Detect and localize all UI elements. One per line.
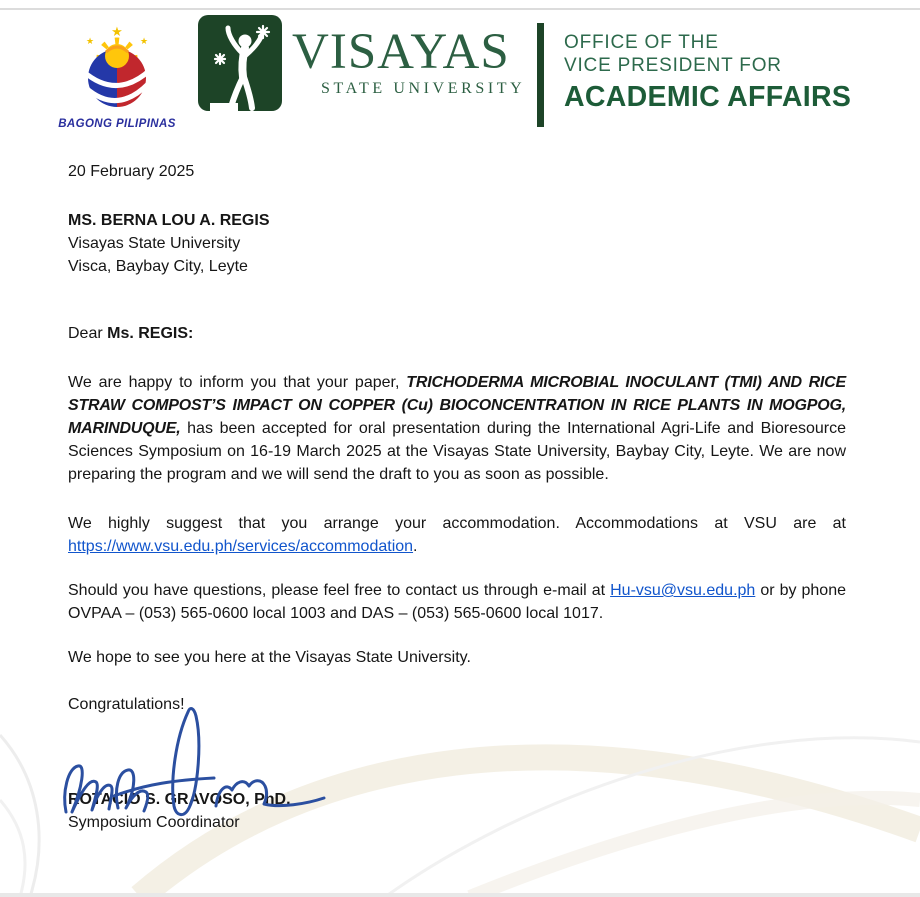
- office-line3: ACADEMIC AFFAIRS: [564, 81, 852, 113]
- para1-text: We are happy to inform you that your paper,: [68, 374, 407, 391]
- office-line2: VICE PRESIDENT FOR: [564, 55, 782, 76]
- para2-text: We highly suggest that you arrange your accommodation. Accommodations at VSU are at: [68, 515, 846, 532]
- page-top-border: [0, 8, 920, 10]
- bagong-pilipinas-label: BAGONG PILIPINAS: [58, 118, 176, 130]
- signer-title: Symposium Coordinator: [68, 814, 240, 831]
- office-title-block: [564, 31, 851, 114]
- para3-text: Should you have questions, please feel free to contact us through e-mail at: [68, 582, 611, 599]
- letter-date: 20 February 2025: [68, 163, 195, 180]
- email-link[interactable]: [610, 582, 755, 599]
- paragraph-accommodation: [68, 512, 846, 558]
- salutation-prefix: Dear: [68, 325, 108, 342]
- signer-name: ROTACIO S. GRAVOSO, PhD.: [68, 791, 291, 808]
- para3-text-after: or by phone OVPAA – (053) 565-0600 local 1003 and DAS – (053) 565-0600 local 1017.: [68, 582, 847, 622]
- paragraph-hope: We hope to see you here at the Visayas State University.: [68, 649, 471, 666]
- vsu-sower-logo-icon: [198, 15, 282, 116]
- closing-congratulations: Congratulations!: [68, 696, 185, 713]
- page-bottom-border: [0, 893, 920, 897]
- vsu-wordmark: [292, 24, 526, 98]
- signer-block: [68, 788, 846, 834]
- svg-text:★: ★: [85, 37, 95, 47]
- email-link-part2: vsu@vsu.edu.ph: [635, 582, 756, 599]
- bagong-pilipinas-logo: [46, 18, 188, 130]
- paper-title: TRICHODERMA MICROBIAL INOCULANT (TMI) AND RICE STRAW COMPOST’S IMPACT ON COPPER (Cu) BIOCONCENTRATION IN RICE PLANTS IN MOGPOG, MARINDUQUE,: [68, 374, 846, 437]
- header-divider-bar: [537, 23, 544, 127]
- para2-period: .: [413, 538, 418, 555]
- accommodation-link[interactable]: https://www.vsu.edu.ph/services/accommodation: [68, 538, 414, 555]
- recipient-block: [68, 209, 846, 278]
- office-line1: OFFICE OF THE: [564, 32, 719, 53]
- recipient-org: Visayas State University: [68, 235, 241, 252]
- svg-text:★: ★: [111, 25, 123, 40]
- salutation-name: Ms. REGIS:: [107, 325, 194, 342]
- email-link-part1: Hu-: [610, 582, 636, 599]
- salutation: [68, 322, 846, 345]
- svg-text:★: ★: [139, 37, 149, 47]
- paragraph-acceptance: [68, 371, 846, 486]
- university-subname: STATE UNIVERSITY: [321, 80, 526, 97]
- letter-body: [68, 160, 846, 834]
- bagong-pilipinas-sun-globe-icon: [46, 18, 188, 110]
- paragraph-contact: [68, 579, 846, 625]
- recipient-name: MS. BERNA LOU A. REGIS: [68, 212, 270, 229]
- university-name: VISAYAS: [292, 24, 510, 80]
- recipient-address: Visca, Baybay City, Leyte: [68, 258, 248, 275]
- para1-text-after: has been accepted for oral presentation during the International Agri-Life and Bioresource Sciences Symposium on 16-19 March 2025 at the Visayas State University, Baybay City, Leyte. We are now preparing the program and we will send the draft to you as soon as possible.: [68, 420, 846, 483]
